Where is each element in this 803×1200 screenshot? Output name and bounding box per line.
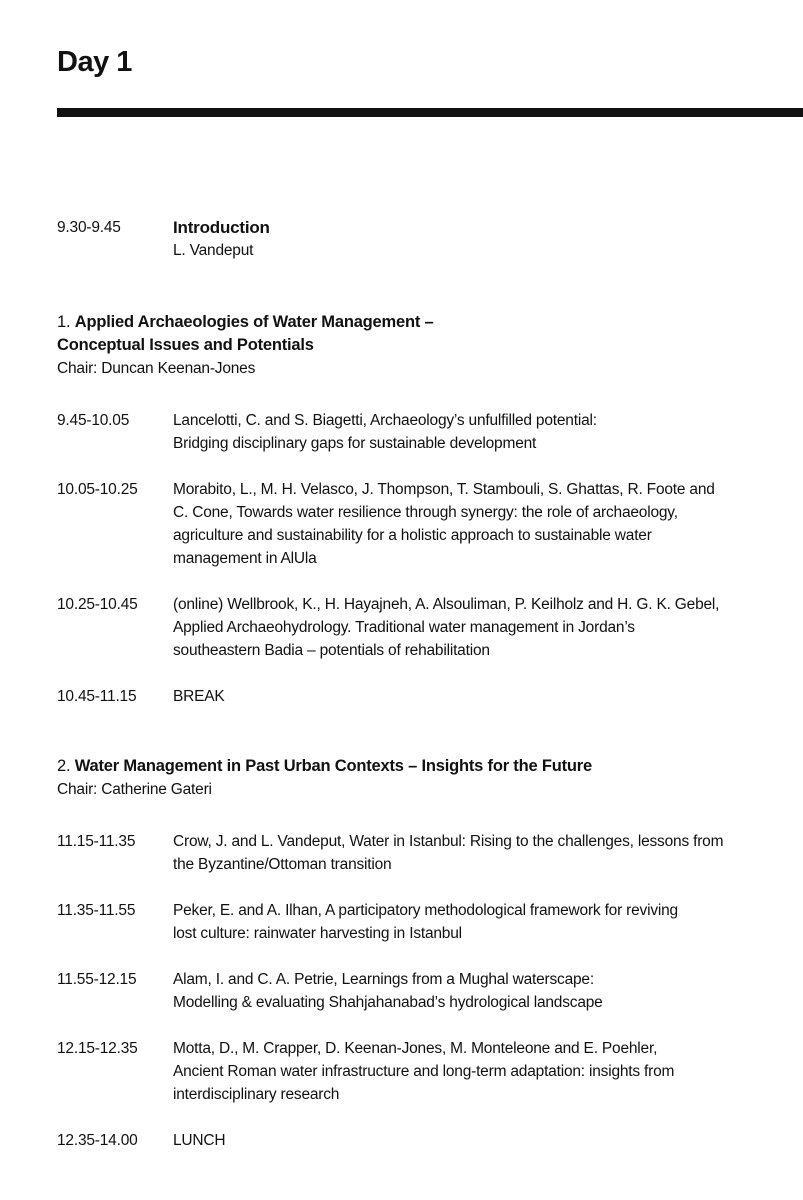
session-1-title-line1 (57, 311, 797, 334)
break-time: 10.45-11.15 (57, 688, 137, 705)
talk-line: Crow, J. and L. Vandeput, Water in Istanbul: Rising to the challenges, lessons from (173, 833, 724, 850)
talk-details (173, 968, 797, 1014)
talk-line: Motta, D., M. Crapper, D. Keenan-Jones, M. Monteleone and E. Poehler, (173, 1040, 658, 1057)
talk-line: Morabito, L., M. H. Velasco, J. Thompson, T. Stambouli, S. Ghattas, R. Foote and (173, 481, 715, 498)
talk-line: the Byzantine/Ottoman transition (173, 856, 392, 873)
session-2-header (57, 755, 797, 801)
program-content (57, 216, 797, 1152)
talk-time: 12.15-12.35 (57, 1040, 138, 1057)
session-2-title-line1 (57, 755, 797, 778)
talk-line: management in AlUla (173, 550, 317, 567)
talk-item (57, 1037, 797, 1106)
intro-time: 9.30-9.45 (57, 219, 121, 236)
talk-line: agriculture and sustainability for a holistic approach to sustainable water (173, 527, 652, 544)
session-2-chair: Chair: Catherine Gateri (57, 781, 212, 798)
talk-line: Alam, I. and C. A. Petrie, Learnings from a Mughal waterscape: (173, 971, 594, 988)
lunch-label: LUNCH (173, 1132, 226, 1149)
talk-line: (online) Wellbrook, K., H. Hayajneh, A. Alsouliman, P. Keilholz and H. G. K. Gebel, (173, 596, 720, 613)
talk-details (173, 593, 797, 662)
talk-item (57, 593, 797, 662)
break-item (57, 685, 797, 708)
lunch-time: 12.35-14.00 (57, 1132, 138, 1149)
lunch-item (57, 1129, 797, 1152)
intro-title: Introduction (173, 218, 270, 237)
title-divider (57, 108, 803, 117)
session-1-title-line2: Conceptual Issues and Potentials (57, 336, 314, 354)
talk-line: Lancelotti, C. and S. Biagetti, Archaeology’s unfulfilled potential: (173, 412, 597, 429)
talk-item (57, 830, 797, 876)
talk-time: 10.25-10.45 (57, 596, 138, 613)
session-1-chair: Chair: Duncan Keenan-Jones (57, 360, 256, 377)
break-label: BREAK (173, 688, 225, 705)
talk-line: interdisciplinary research (173, 1086, 340, 1103)
talk-details (173, 830, 797, 876)
session-1-title: Applied Archaeologies of Water Management – (74, 313, 434, 331)
talk-details (173, 478, 797, 570)
talk-line: Bridging disciplinary gaps for sustainable development (173, 435, 537, 452)
talk-line: Modelling & evaluating Shahjahanabad’s hydrological landscape (173, 994, 603, 1011)
talk-line: Applied Archaeohydrology. Traditional water management in Jordan’s (173, 619, 635, 636)
talk-time: 11.15-11.35 (57, 833, 136, 850)
talk-line: Ancient Roman water infrastructure and long-term adaptation: insights from (173, 1063, 675, 1080)
talk-line: Peker, E. and A. Ilhan, A participatory methodological framework for reviving (173, 902, 678, 919)
talk-time: 9.45-10.05 (57, 412, 130, 429)
talk-details (173, 899, 797, 945)
page-title: Day 1 (57, 46, 132, 78)
talk-item (57, 478, 797, 570)
session-1-header (57, 311, 797, 380)
talk-line: lost culture: rainwater harvesting in Istanbul (173, 925, 462, 942)
talk-item (57, 409, 797, 455)
intro-body (173, 216, 797, 262)
talk-details (173, 1037, 797, 1106)
intro-speaker: L. Vandeput (173, 242, 254, 259)
talk-time: 10.05-10.25 (57, 481, 138, 498)
talk-item (57, 899, 797, 945)
talk-line: C. Cone, Towards water resilience through synergy: the role of archaeology, (173, 504, 678, 521)
talk-time: 11.35-11.55 (57, 902, 136, 919)
talk-line: southeastern Badia – potentials of rehabilitation (173, 642, 490, 659)
talk-item (57, 968, 797, 1014)
intro-item (57, 216, 797, 262)
session-2-title: Water Management in Past Urban Contexts – Insights for the Future (74, 757, 592, 775)
talk-time: 11.55-12.15 (57, 971, 137, 988)
session-1-number: 1. (57, 313, 71, 331)
session-2-number: 2. (57, 757, 71, 775)
talk-details (173, 409, 797, 455)
